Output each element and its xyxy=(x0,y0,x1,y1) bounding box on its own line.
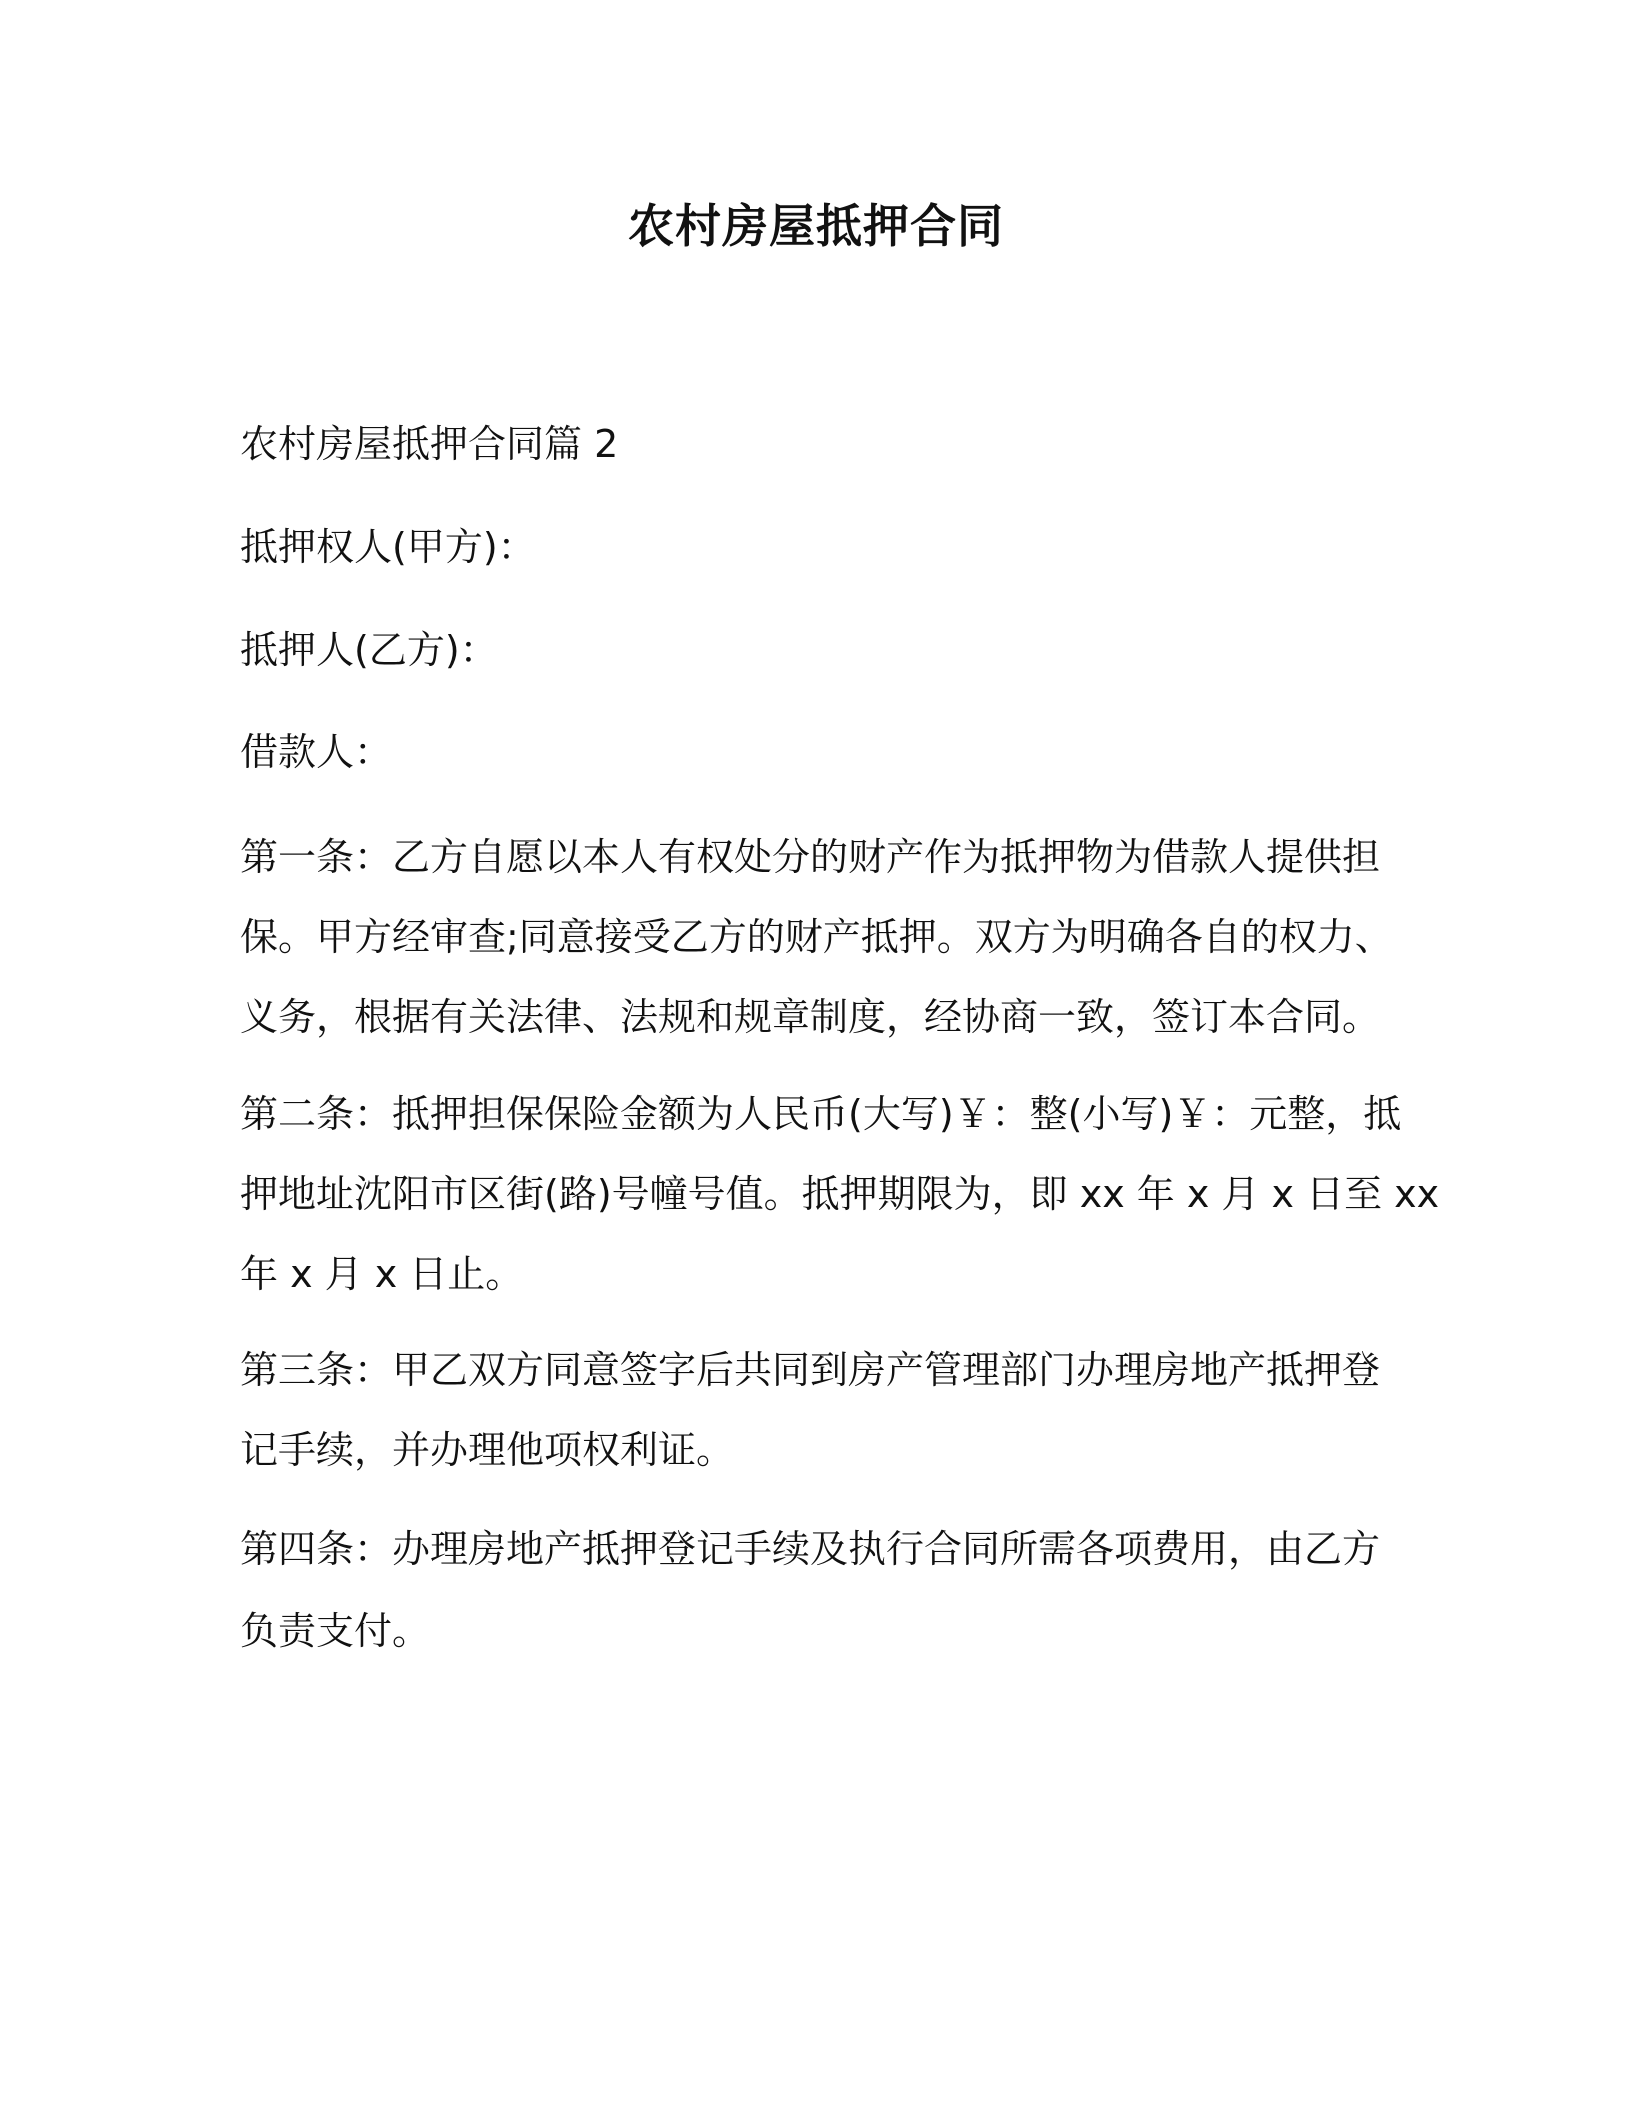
mortgagor-line: 抵押人(乙方)： xyxy=(240,628,498,672)
article-3-line: 记手续，并办理他项权利证。 xyxy=(240,1428,735,1472)
article-1-line: 保。甲方经审查;同意接受乙方的财产抵押。双方为明确各自的权力、 xyxy=(240,915,1393,959)
document-title: 农村房屋抵押合同 xyxy=(628,199,1004,253)
article-4-line: 负责支付。 xyxy=(240,1609,431,1653)
article-4-line: 第四条：办理房地产抵押登记手续及执行合同所需各项费用，由乙方 xyxy=(240,1527,1381,1571)
article-3-line: 第三条：甲乙双方同意签字后共同到房产管理部门办理房地产抵押登 xyxy=(240,1348,1381,1392)
article-4 xyxy=(240,1508,1400,1672)
article-2 xyxy=(240,1074,1440,1314)
mortgagee-line: 抵押权人(甲方)： xyxy=(240,525,536,569)
article-1-line: 义务，根据有关法律、法规和规章制度，经协商一致，签订本合同。 xyxy=(240,995,1381,1039)
article-2-line: 第二条：抵押担保保险金额为人民币(大写)￥：整(小写)￥：元整，抵 xyxy=(240,1092,1402,1136)
article-2-line: 年 x 月 x 日止。 xyxy=(240,1252,524,1296)
article-2-line: 押地址沈阳市区街(路)号幢号值。抵押期限为，即 xx 年 x 月 x 日至 xx xyxy=(240,1172,1440,1216)
borrower-line: 借款人： xyxy=(240,730,393,774)
article-3 xyxy=(240,1330,1400,1490)
article-1 xyxy=(240,817,1400,1057)
article-1-line: 第一条：乙方自愿以本人有权处分的财产作为抵押物为借款人提供担 xyxy=(240,835,1381,879)
document-subtitle: 农村房屋抵押合同篇 2 xyxy=(240,422,619,466)
